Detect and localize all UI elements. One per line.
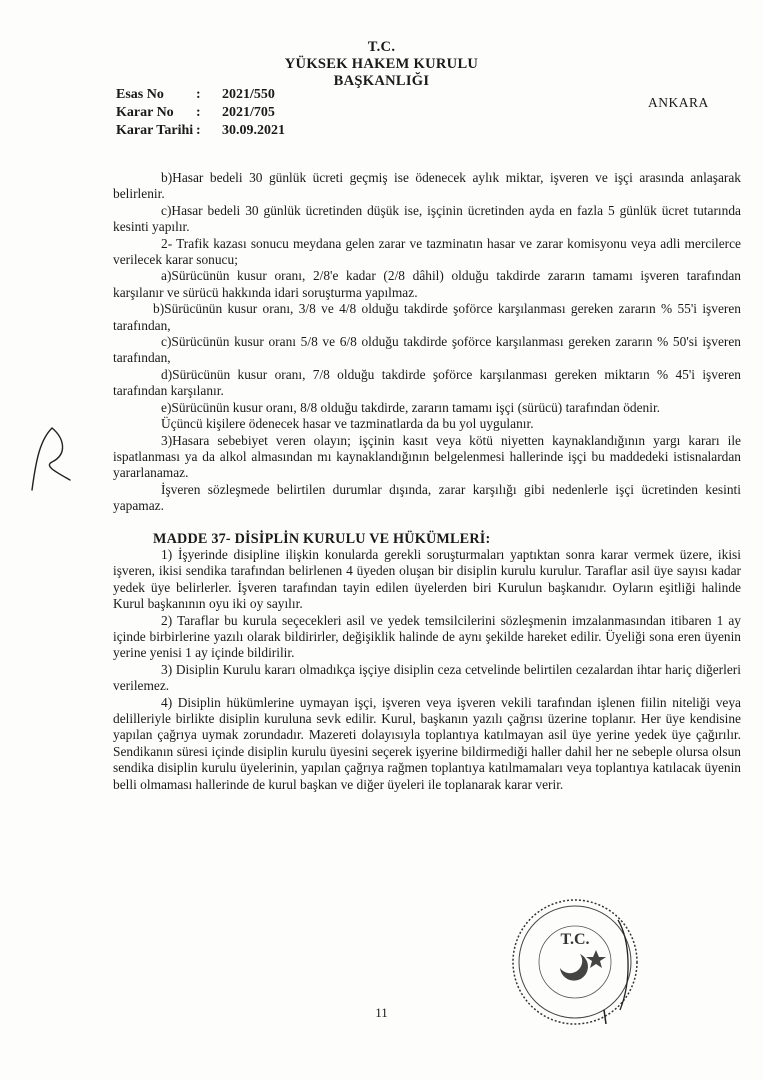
- meta-label: Karar Tarihi: [116, 123, 194, 138]
- paragraph: a)Sürücünün kusur oranı, 2/8'e kadar (2/8 dâhil) olduğu takdirde zararın tamamı işveren tarafından karşılanır ve sürücü hakkında idari soruşturma yapılmaz.: [113, 268, 741, 300]
- paragraph: Üçüncü kişilere ödenecek hasar ve tazminatlarda da bu yol uygulanır.: [161, 416, 534, 432]
- paragraph: İşveren sözleşmede belirtilen durumlar dışında, zarar karşılığı gibi nedenlerle işçi ücretinden kesinti yapamaz.: [113, 481, 741, 514]
- article-paragraph: 4) Disiplin hükümlerine uymayan işçi, işveren veya işveren vekili tarafından işlenen fiilin niteliği veya delilleriyle birlikte disiplin kuruluna sevk edilir. Kurul, başkanın yazılı çağrısı üzerine toplanır. Her üye kendisine yapılan çağrıya uymak zorundadır. Mazereti dolayısıyla toplantıya katılmayan asil üye yerine yedek üye çağırılır. Sendikanın süresi içinde disiplin kurulu üyesini seçerek işyerine bildirmediği haller dahil her ne sebeple olursa olsun sendika disiplin kurulu üyelerinin, yapılan çağrıya rağmen toplantıya katılmamaları veya toplantıya katılacak üyenin belli olmaması hallerinde de kurul başkan ve diğer üyeleri ile toplanarak karar verir.: [113, 694, 741, 792]
- city-label: ANKARA: [648, 95, 709, 110]
- paragraph: b)Hasar bedeli 30 günlük ücreti geçmiş ise ödenecek aylık miktar, işveren ve işçi arasında anlaşarak belirlenir.: [113, 170, 741, 202]
- meta-row-decision-no: [116, 104, 285, 122]
- meta-row-case-no: [116, 86, 285, 104]
- case-meta: [116, 86, 285, 140]
- paragraph: e)Sürücünün kusur oranı, 8/8 olduğu takdirde, zararın tamamı işçi (sürücü) tarafından ödenir.: [161, 399, 661, 415]
- article-paragraph: 2) Taraflar bu kurula seçecekleri asil ve yedek temsilcilerini sözleşmenin imzalanmasından itibaren 1 ay içinde birbirlerine yazılı olarak bildirirler, değişiklik halinde de aynı şekilde hareket edilir. Üyeliği sona eren üyenin yerine yenisi 1 ay içinde bildirilir.: [113, 612, 741, 661]
- meta-row-decision-date: [116, 122, 285, 140]
- header-presidency: BAŞKANLIĞI: [333, 73, 430, 89]
- meta-colon: :: [196, 87, 201, 102]
- spacer: [113, 523, 741, 531]
- paragraph: 3)Hasara sebebiyet veren olayın; işçinin kasıt veya kötü niyetten kaynaklandığının yargı kararı ile ispatlanması ya da alkol almasından mı kaynaklandığının belgelenmesi hallerinde işçi bu maddedeki istisnalardan yararlanamaz.: [113, 432, 741, 481]
- paragraph: 2- Trafik kazası sonucu meydana gelen zarar ve tazminatın hasar ve zarar komisyonu veya adli mercilerce verilecek karar sonucu;: [113, 235, 741, 268]
- seal-center-text: T.C.: [560, 931, 590, 948]
- body-text: [113, 170, 741, 793]
- handwritten-initial: [22, 420, 82, 500]
- paragraph: d)Sürücünün kusur oranı, 7/8 olduğu takdirde şoförce karşılanması gereken miktarın % 45'i işveren tarafından karşılanır.: [113, 366, 741, 399]
- page-number: 11: [375, 1005, 388, 1020]
- meta-colon: :: [196, 123, 201, 138]
- meta-value: 2021/705: [222, 105, 275, 120]
- article-paragraph: 3) Disiplin Kurulu kararı olmadıkça işçiye disiplin ceza cetvelinde belirtilen cezalardan ihtar hariç diğerleri verilemez.: [113, 661, 741, 694]
- meta-value: 30.09.2021: [222, 123, 285, 138]
- paragraph: c)Hasar bedeli 30 günlük ücretinden düşük ise, işçinin ücretinden ayda en fazla 5 günlük ücret tutarında kesinti yapılır.: [113, 202, 741, 235]
- paragraph: b)Sürücünün kusur oranı, 3/8 ve 4/8 olduğu takdirde şoförce karşılanması gereken zararın % 55'i işveren tarafından,: [113, 301, 741, 333]
- meta-colon: :: [196, 105, 201, 120]
- meta-label: Esas No: [116, 87, 164, 102]
- meta-label: Karar No: [116, 105, 174, 120]
- article-title: MADDE 37- DİSİPLİN KURULU VE HÜKÜMLERİ:: [153, 530, 491, 547]
- spacer: [113, 515, 741, 523]
- meta-value: 2021/550: [222, 87, 275, 102]
- paragraph: c)Sürücünün kusur oranı 5/8 ve 6/8 olduğu takdirde şoförce karşılanması gereken zararın % 50'si işveren tarafından,: [113, 334, 741, 366]
- article-paragraph: 1) İşyerinde disipline ilişkin konularda gerekli soruşturmaları yaptıktan sonra karar vermek üzere, ikisi işveren, ikisi sendika tarafından belirlenen 4 üyeden oluşan bir disiplin kurulu kurulur. Taraflar asil üye sayısı kadar yedek üye belirlerler. İşveren tarafından tayin edilen üyelerden biri Kurulun başkanıdır. Oyların eşitliği halinde Kurul başkanının oyu iki oy sayılır.: [113, 546, 741, 612]
- header-tc: T.C.: [367, 39, 396, 55]
- header-institution: YÜKSEK HAKEM KURULU: [284, 56, 479, 72]
